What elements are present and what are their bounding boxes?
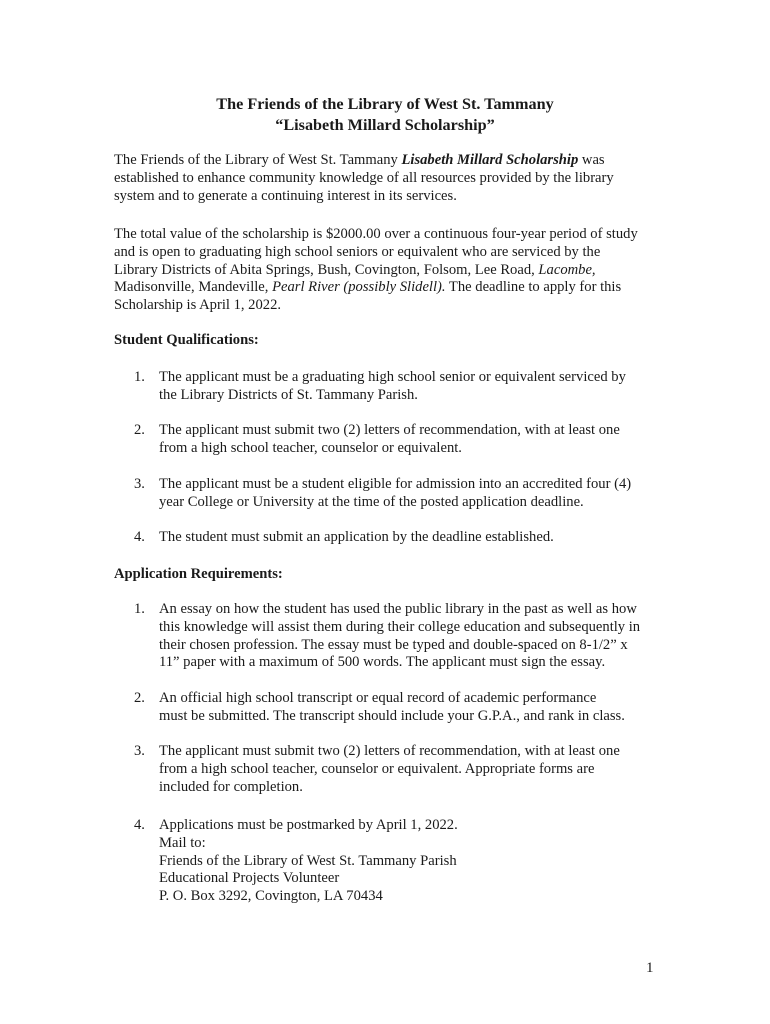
intro-p2-line3 [114, 262, 659, 280]
list-item-line: year College or University at the time of the posted application deadline. [159, 493, 584, 510]
mailing-address-line: Friends of the Library of West St. Tammany Parish [159, 852, 457, 869]
mail-to-label: Mail to: [159, 834, 206, 851]
list-number: 1. [134, 369, 145, 385]
list-item-line: The applicant must submit two (2) letters of recommendation, with at least one [159, 422, 620, 438]
intro-p1-post: was [578, 152, 605, 168]
list-number: 3. [134, 476, 145, 492]
qualifications-heading: Student Qualifications: [114, 332, 259, 348]
list-item-line: The applicant must be a student eligible for admission into an accredited four (4) [159, 476, 632, 492]
list-item-text [159, 422, 664, 458]
intro-p2-line4-italic: Pearl River (possibly Slidell). [272, 279, 446, 296]
intro-p1-line1 [114, 152, 659, 170]
list-number: 4. [134, 529, 145, 545]
list-item-line: from a high school teacher, counselor or equivalent. [159, 439, 462, 456]
list-item-line: 11” paper with a maximum of 500 words. The applicant must sign the essay. [159, 654, 606, 671]
requirements-heading: Application Requirements: [114, 566, 283, 582]
page-number: 1 [646, 960, 654, 976]
list-item-line: the Library Districts of St. Tammany Parish. [159, 386, 418, 403]
list-number: 4. [134, 817, 145, 833]
intro-p2-line3-italic: Lacombe, [538, 261, 596, 278]
intro-p2-line4-pre: Madisonville, Mandeville, [114, 279, 273, 296]
document-title-line1: The Friends of the Library of West St. Tammany [216, 95, 554, 113]
intro-p2-line4-post: The deadline to apply for this [445, 279, 622, 296]
list-item-text [159, 817, 664, 906]
list-item-line: The applicant must submit two (2) letters of recommendation, with at least one [159, 743, 620, 759]
intro-p1-line2: established to enhance community knowledge of all resources provided by the library [114, 169, 614, 186]
list-item-text [159, 476, 664, 512]
intro-p1-line3: system and to generate a continuing interest in its services. [114, 187, 457, 204]
list-number: 2. [134, 422, 145, 438]
list-number: 2. [134, 690, 145, 706]
list-item-line: must be submitted. The transcript should include your G.P.A., and rank in class. [159, 707, 625, 724]
intro-p2-line2: and is open to graduating high school seniors or equivalent who are serviced by the [114, 243, 601, 260]
list-item-text [159, 601, 664, 672]
list-item-line: from a high school teacher, counselor or equivalent. Appropriate forms are [159, 760, 595, 777]
intro-p2-line4 [114, 279, 659, 297]
intro-p1-pre: The Friends of the Library of West St. Tammany [114, 152, 402, 168]
list-item-line: this knowledge will assist them during their college education and subsequently in [159, 618, 641, 635]
list-item-text [159, 690, 664, 726]
list-item-line: The applicant must be a graduating high school senior or equivalent serviced by [159, 369, 626, 385]
list-item-line: An official high school transcript or equal record of academic performance [159, 690, 597, 706]
intro-p2-line3-pre: Library Districts of Abita Springs, Bush, Covington, Folsom, Lee Road, [114, 261, 539, 278]
list-item-line: The student must submit an application by the deadline established. [159, 529, 554, 545]
list-item-line: their chosen profession. The essay must be typed and double-spaced on 8-1/2” x [159, 636, 628, 653]
intro-paragraph-1 [114, 152, 659, 205]
intro-p2-line1: The total value of the scholarship is $2000.00 over a continuous four-year period of study [114, 226, 638, 242]
list-item-text [159, 369, 664, 405]
mailing-address-line: Educational Projects Volunteer [159, 870, 340, 887]
mailing-address-line: P. O. Box 3292, Covington, LA 70434 [159, 888, 383, 905]
list-item-line: An essay on how the student has used the public library in the past as well as how [159, 601, 637, 617]
document-title-line2: “Lisabeth Millard Scholarship” [275, 116, 495, 134]
list-item-line: Applications must be postmarked by April 1, 2022. [159, 817, 458, 833]
list-item-text [159, 743, 664, 796]
list-number: 1. [134, 601, 145, 617]
list-item-line: included for completion. [159, 778, 303, 795]
intro-p2-line5: Scholarship is April 1, 2022. [114, 297, 282, 314]
intro-paragraph-2 [114, 226, 659, 315]
scholarship-name: Lisabeth Millard Scholarship [401, 152, 579, 168]
list-number: 3. [134, 743, 145, 759]
list-item-text [159, 529, 664, 547]
